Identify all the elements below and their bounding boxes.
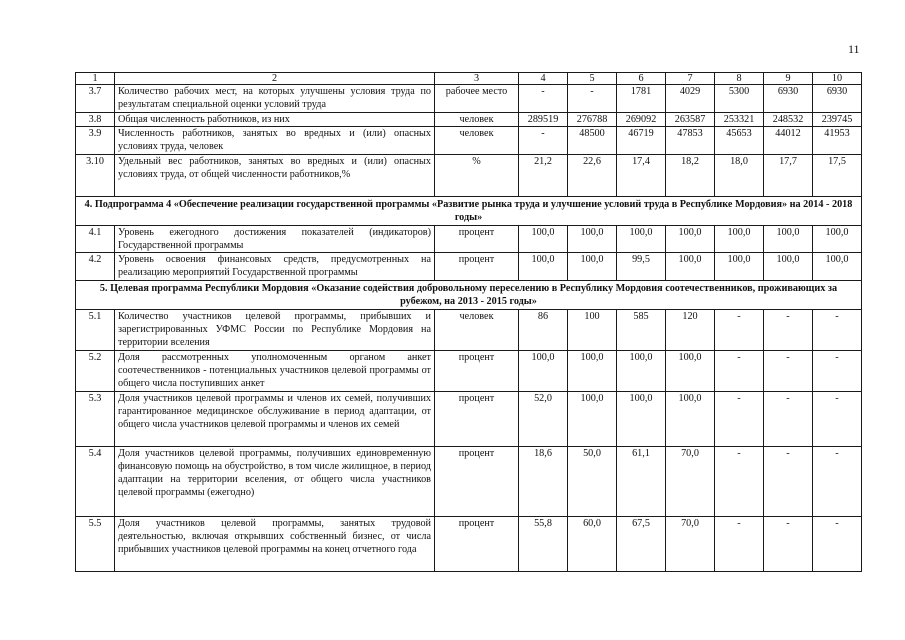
table-row	[76, 127, 862, 155]
column-number: 7	[666, 73, 715, 85]
value-cell: 100,0	[715, 253, 764, 281]
value-cell: 70,0	[666, 517, 715, 572]
section-5-row	[76, 281, 862, 310]
table-row	[76, 351, 862, 392]
unit: процент	[435, 517, 519, 572]
value-cell: -	[764, 351, 813, 392]
table-row	[76, 392, 862, 447]
value-cell: 5300	[715, 85, 764, 113]
indicators-table	[75, 72, 862, 572]
value-cell: 100,0	[568, 253, 617, 281]
row-number: 5.3	[76, 392, 115, 447]
value-cell: -	[715, 392, 764, 447]
value-cell: 100,0	[519, 351, 568, 392]
value-cell: 289519	[519, 113, 568, 127]
value-cell: 100,0	[666, 253, 715, 281]
value-cell: 22,6	[568, 155, 617, 197]
section-title: 4. Подпрограмма 4 «Обеспечение реализации государственной программы «Развитие рынка труда и улучшение условий труда в Республике Мордовия» на 2014 - 2018 годы»	[76, 197, 862, 226]
value-cell: 100,0	[666, 392, 715, 447]
indicator-name: Численность работников, занятых во вредных и (или) опасных условиях труда, человек	[115, 127, 435, 155]
unit: человек	[435, 310, 519, 351]
indicator-name: Количество рабочих мест, на которых улучшены условия труда по результатам специальной оценки условий труда	[115, 85, 435, 113]
column-number: 4	[519, 73, 568, 85]
table-row	[76, 253, 862, 281]
value-cell: 61,1	[617, 447, 666, 517]
value-cell: -	[568, 85, 617, 113]
value-cell: 18,2	[666, 155, 715, 197]
value-cell: 253321	[715, 113, 764, 127]
unit: процент	[435, 447, 519, 517]
value-cell: 100,0	[617, 226, 666, 253]
column-number: 6	[617, 73, 666, 85]
value-cell: 17,5	[813, 155, 862, 197]
value-cell: 41953	[813, 127, 862, 155]
value-cell: 100,0	[813, 226, 862, 253]
indicator-name: Уровень ежегодного достижения показателей (индикаторов) Государственной программы	[115, 226, 435, 253]
indicator-name: Уровень освоения финансовых средств, предусмотренных на реализацию мероприятий Государственной программы	[115, 253, 435, 281]
value-cell: 248532	[764, 113, 813, 127]
column-number: 9	[764, 73, 813, 85]
value-cell: 100,0	[519, 253, 568, 281]
value-cell: 60,0	[568, 517, 617, 572]
value-cell: 55,8	[519, 517, 568, 572]
value-cell: 1781	[617, 85, 666, 113]
value-cell: 269092	[617, 113, 666, 127]
value-cell: -	[519, 85, 568, 113]
value-cell: 21,2	[519, 155, 568, 197]
table-row	[76, 310, 862, 351]
value-cell: 45653	[715, 127, 764, 155]
value-cell: -	[813, 517, 862, 572]
unit: процент	[435, 392, 519, 447]
column-number: 10	[813, 73, 862, 85]
column-number: 2	[115, 73, 435, 85]
column-number: 3	[435, 73, 519, 85]
value-cell: -	[813, 392, 862, 447]
unit: процент	[435, 351, 519, 392]
value-cell: -	[764, 517, 813, 572]
unit: процент	[435, 226, 519, 253]
value-cell: 46719	[617, 127, 666, 155]
section-4-row	[76, 197, 862, 226]
value-cell: 17,7	[764, 155, 813, 197]
row-number: 3.9	[76, 127, 115, 155]
value-cell: 4029	[666, 85, 715, 113]
value-cell: 100,0	[764, 253, 813, 281]
value-cell: 86	[519, 310, 568, 351]
table-row	[76, 113, 862, 127]
value-cell: -	[764, 310, 813, 351]
value-cell: 100,0	[715, 226, 764, 253]
value-cell: 70,0	[666, 447, 715, 517]
value-cell: 6930	[813, 85, 862, 113]
value-cell: 50,0	[568, 447, 617, 517]
indicator-name: Доля участников целевой программы, занятых трудовой деятельностью, включая открывших собственный бизнес, от числа прибывших участников целевой программы на конец отчетного года	[115, 517, 435, 572]
value-cell: 276788	[568, 113, 617, 127]
value-cell: 585	[617, 310, 666, 351]
value-cell: -	[813, 447, 862, 517]
page-number: 11	[848, 42, 860, 56]
value-cell: 67,5	[617, 517, 666, 572]
indicator-name: Доля рассмотренных уполномоченным органом анкет соотечественников - потенциальных участников целевой программы от общего числа поступивших анкет	[115, 351, 435, 392]
section-title: 5. Целевая программа Республики Мордовия «Оказание содействия добровольному переселению в Республику Мордовия соотечественников, проживающих за рубежом, на 2013 - 2015 годы»	[76, 281, 862, 310]
value-cell: 48500	[568, 127, 617, 155]
row-number: 5.4	[76, 447, 115, 517]
value-cell: 100,0	[617, 392, 666, 447]
row-number: 5.5	[76, 517, 115, 572]
indicator-name: Количество участников целевой программы, прибывших и зарегистрированных УФМС России по Республике Мордовия на территории вселения	[115, 310, 435, 351]
unit: процент	[435, 253, 519, 281]
value-cell: -	[715, 310, 764, 351]
value-cell: 6930	[764, 85, 813, 113]
value-cell: -	[764, 447, 813, 517]
value-cell: -	[813, 351, 862, 392]
column-number: 1	[76, 73, 115, 85]
value-cell: 17,4	[617, 155, 666, 197]
value-cell: 52,0	[519, 392, 568, 447]
row-number: 4.1	[76, 226, 115, 253]
row-number: 3.10	[76, 155, 115, 197]
value-cell: 263587	[666, 113, 715, 127]
value-cell: -	[715, 447, 764, 517]
value-cell: 100,0	[666, 226, 715, 253]
row-number: 3.8	[76, 113, 115, 127]
indicator-name: Доля участников целевой программы, получивших единовременную финансовую помощь на обустройство, в том числе жилищное, в период адаптации на территории вселения, от общего числа участников целевой программы (ежегодно)	[115, 447, 435, 517]
value-cell: 100,0	[813, 253, 862, 281]
value-cell: 100,0	[568, 351, 617, 392]
unit: рабочее место	[435, 85, 519, 113]
indicator-name: Общая численность работников, из них	[115, 113, 435, 127]
value-cell: 239745	[813, 113, 862, 127]
row-number: 3.7	[76, 85, 115, 113]
value-cell: 100,0	[617, 351, 666, 392]
value-cell: 100,0	[666, 351, 715, 392]
value-cell: 120	[666, 310, 715, 351]
value-cell: 44012	[764, 127, 813, 155]
value-cell: -	[764, 392, 813, 447]
table-row	[76, 447, 862, 517]
value-cell: -	[813, 310, 862, 351]
unit: человек	[435, 127, 519, 155]
value-cell: 100,0	[568, 226, 617, 253]
table-row	[76, 155, 862, 197]
value-cell: -	[715, 517, 764, 572]
value-cell: 100,0	[764, 226, 813, 253]
row-number: 5.1	[76, 310, 115, 351]
table-row	[76, 85, 862, 113]
column-number: 8	[715, 73, 764, 85]
value-cell: -	[715, 351, 764, 392]
value-cell: 100,0	[519, 226, 568, 253]
value-cell: -	[519, 127, 568, 155]
column-number-row	[76, 73, 862, 85]
table-row	[76, 226, 862, 253]
value-cell: 18,0	[715, 155, 764, 197]
indicator-name: Доля участников целевой программы и членов их семей, получивших гарантированное медицинское обслуживание в период адаптации, от общего числа участников целевой программы и членов их семей	[115, 392, 435, 447]
unit: человек	[435, 113, 519, 127]
indicator-name: Удельный вес работников, занятых во вредных и (или) опасных условиях труда, от общей численности работников,%	[115, 155, 435, 197]
table-row	[76, 517, 862, 572]
row-number: 5.2	[76, 351, 115, 392]
value-cell: 100	[568, 310, 617, 351]
row-number: 4.2	[76, 253, 115, 281]
column-number: 5	[568, 73, 617, 85]
unit: %	[435, 155, 519, 197]
value-cell: 100,0	[568, 392, 617, 447]
value-cell: 99,5	[617, 253, 666, 281]
value-cell: 18,6	[519, 447, 568, 517]
value-cell: 47853	[666, 127, 715, 155]
